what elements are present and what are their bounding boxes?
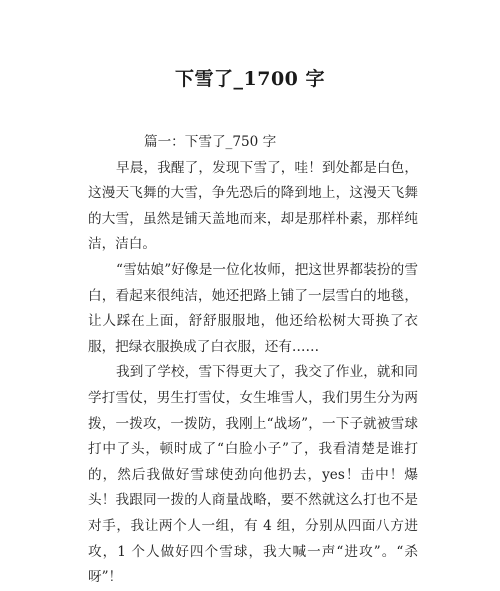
paragraph-2: “雪姑娘”好像是一位化妆师，把这世界都装扮的雪白，看起来很纯洁，她还把路上铺了一层雪白的地毯，让人踩在上面，舒舒服服地，他还给松树大哥换了衣服，把绿衣服换成了白衣服，还有……	[88, 261, 418, 355]
section-heading: 篇一：下雪了_750 字	[144, 134, 277, 150]
document-body	[88, 130, 418, 591]
paragraph-3: 我到了学校，雪下得更大了，我交了作业，就和同学打雪仗，男生打雪仗，女生堆雪人，我们男生分为两拨，一拨攻，一拨防，我刚上“战场”，一下子就被雪球打中了头，顿时成了“白脸小子”了，我看清楚是谁打的，然后我做好雪球使劲向他扔去，yes！击中！爆头！我跟同一拨的人商量战略，要不然就这么打也不是对手，我让两个人一组，有 4 组，分别从四面八方进攻，1 个人做好四个雪球，我大喊一声“进攻”。“杀呀”！	[88, 364, 418, 586]
document-title: 下雪了_1700 字	[175, 68, 325, 90]
paragraph-1: 早晨，我醒了，发现下雪了，哇！到处都是白色，这漫天飞舞的大雪，争先恐后的降到地上，这漫天飞舞的大雪，虽然是铺天盖地而来，却是那样朴素，那样纯洁，洁白。	[88, 159, 418, 253]
